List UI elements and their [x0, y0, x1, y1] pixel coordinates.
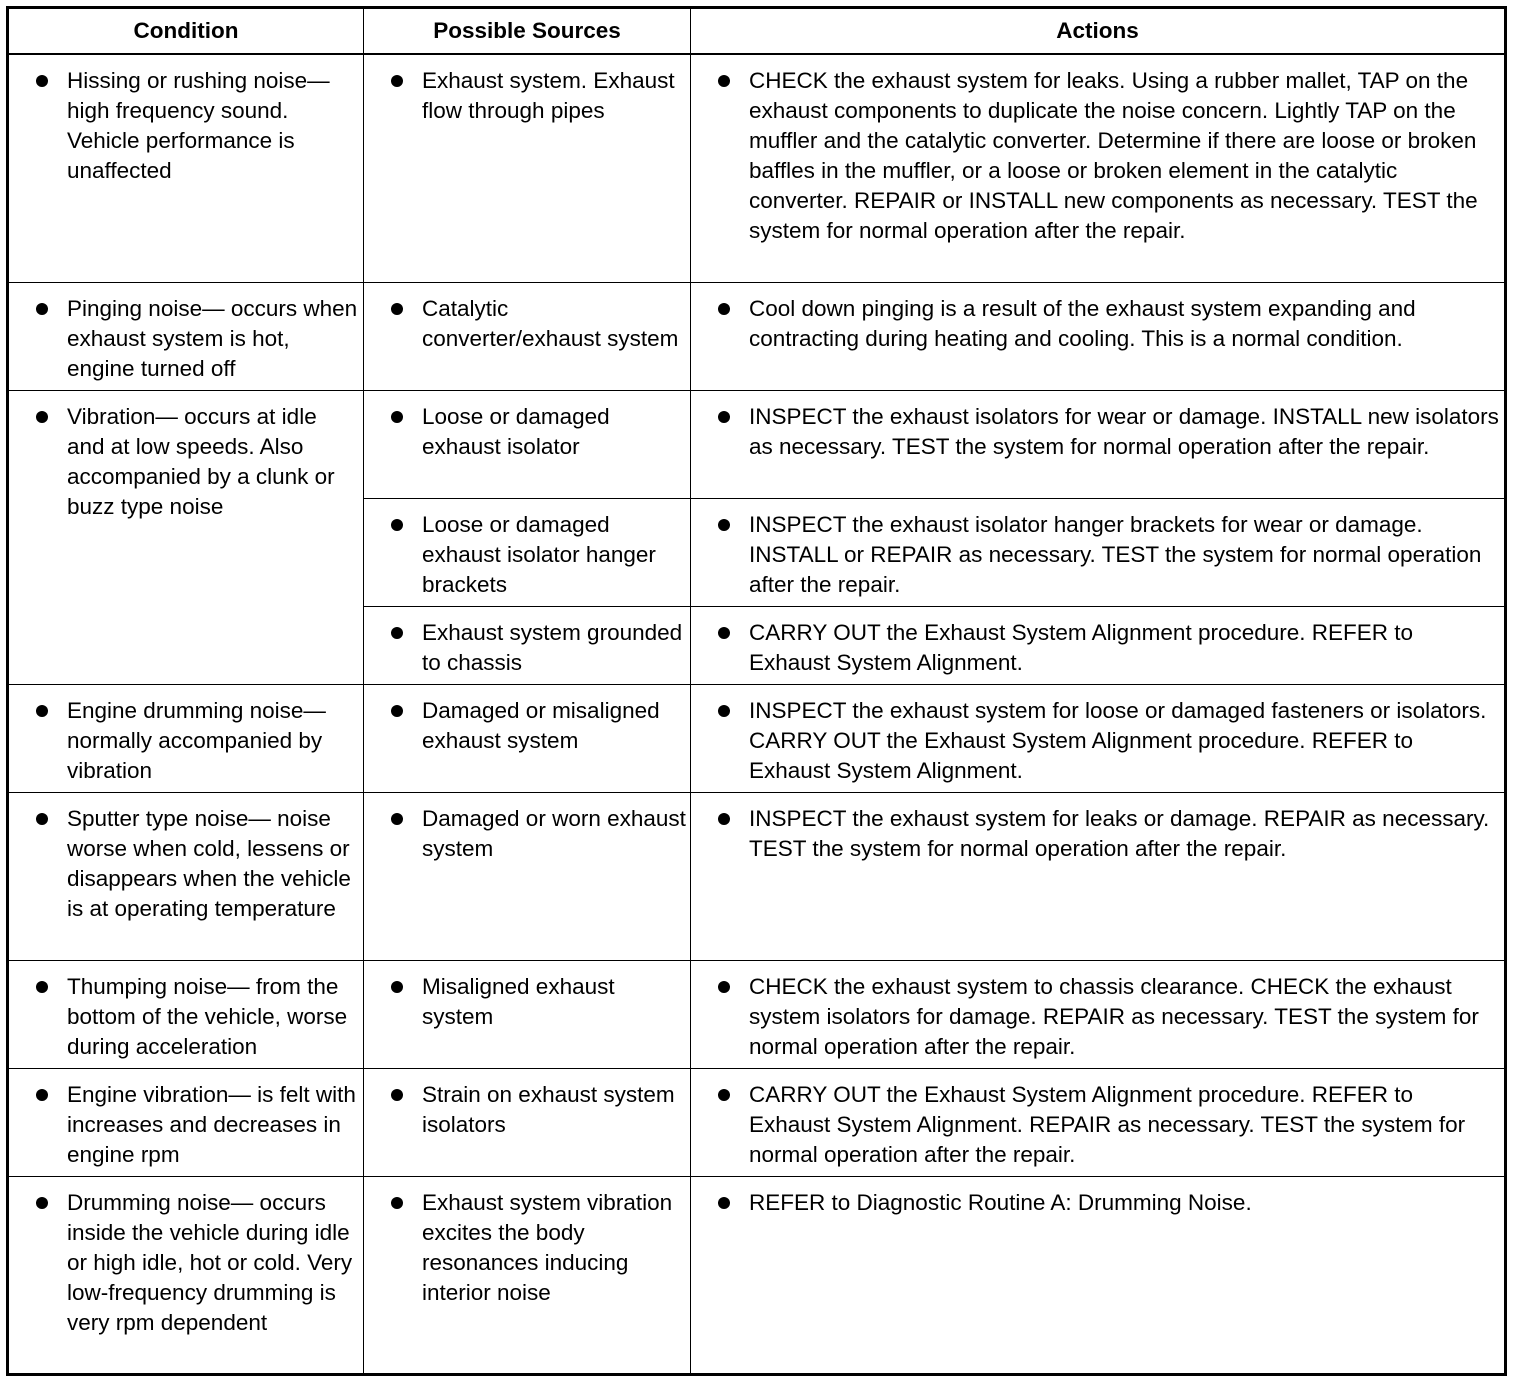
source-cell — [364, 1068, 691, 1176]
bullet-icon — [36, 303, 48, 315]
action-cell — [691, 390, 1506, 498]
source-cell — [364, 684, 691, 792]
bullet-icon — [391, 75, 403, 87]
action-cell — [691, 960, 1506, 1068]
action-text: CHECK the exhaust system to chassis clearance. CHECK the exhaust system isolators for damage. REPAIR as necessary. TEST the system for normal operation after the repair. — [749, 973, 1479, 1059]
condition-item — [9, 66, 359, 186]
bullet-icon — [391, 813, 403, 825]
source-cell — [364, 282, 691, 390]
action-item — [691, 66, 1500, 246]
bullet-icon — [718, 303, 730, 315]
action-item — [691, 972, 1500, 1062]
source-item — [364, 1080, 686, 1140]
action-cell — [691, 606, 1506, 684]
bullet-icon — [718, 1089, 730, 1101]
source-text: Damaged or worn exhaust system — [422, 805, 686, 861]
bullet-icon — [36, 981, 48, 993]
source-text: Loose or damaged exhaust isolator — [422, 403, 610, 459]
condition-cell — [8, 792, 364, 960]
condition-cell — [8, 390, 364, 684]
action-cell — [691, 54, 1506, 282]
source-cell — [364, 498, 691, 606]
header-condition: Condition — [8, 8, 364, 55]
source-text: Damaged or misaligned exhaust system — [422, 697, 660, 753]
action-item — [691, 294, 1500, 354]
bullet-icon — [36, 705, 48, 717]
bullet-icon — [718, 627, 730, 639]
action-text: INSPECT the exhaust isolator hanger brackets for wear or damage. INSTALL or REPAIR as necessary. TEST the system for normal operation after the repair. — [749, 511, 1482, 597]
bullet-icon — [718, 705, 730, 717]
source-cell — [364, 792, 691, 960]
diagnosis-table — [6, 6, 1507, 1376]
source-cell — [364, 54, 691, 282]
condition-cell — [8, 54, 364, 282]
action-text: REFER to Diagnostic Routine A: Drumming Noise. — [749, 1189, 1252, 1215]
source-item — [364, 696, 686, 756]
action-text: CHECK the exhaust system for leaks. Using a rubber mallet, TAP on the exhaust components to duplicate the noise concern. Lightly TAP on the muffler and the catalytic converter. Determine if there are loose or broken baffles in the muffler, or a loose or broken element in the catalytic converter. REPAIR or INSTALL new components as necessary. TEST the system for normal operation after the repair. — [749, 68, 1478, 243]
condition-text: Hissing or rushing noise— high frequency sound. Vehicle performance is unaffected — [67, 68, 330, 183]
table-row — [8, 282, 1506, 390]
source-item — [364, 294, 686, 354]
source-item — [364, 510, 686, 600]
bullet-icon — [36, 1089, 48, 1101]
table-row — [8, 1068, 1506, 1176]
source-cell — [364, 1176, 691, 1374]
action-cell — [691, 282, 1506, 390]
source-item — [364, 402, 686, 462]
condition-text: Engine vibration— is felt with increases and decreases in engine rpm — [67, 1081, 356, 1167]
action-cell — [691, 498, 1506, 606]
source-text: Exhaust system vibration excites the body resonances inducing interior noise — [422, 1189, 673, 1305]
bullet-icon — [391, 411, 403, 423]
bullet-icon — [391, 981, 403, 993]
source-text: Exhaust system. Exhaust flow through pipes — [422, 68, 675, 123]
condition-item — [9, 402, 359, 522]
action-item — [691, 1188, 1500, 1218]
source-cell — [364, 960, 691, 1068]
condition-item — [9, 294, 359, 384]
action-text: INSPECT the exhaust system for loose or damaged fasteners or isolators. CARRY OUT the Exhaust System Alignment procedure. REFER to Exhaust System Alignment. — [749, 697, 1487, 783]
bullet-icon — [718, 1197, 730, 1209]
header-actions: Actions — [691, 8, 1506, 55]
table-row — [8, 1176, 1506, 1374]
condition-text: Vibration— occurs at idle and at low speeds. Also accompanied by a clunk or buzz type noise — [67, 403, 335, 519]
bullet-icon — [391, 627, 403, 639]
source-text: Loose or damaged exhaust isolator hanger brackets — [422, 511, 656, 597]
action-text: CARRY OUT the Exhaust System Alignment procedure. REFER to Exhaust System Alignment. — [749, 619, 1414, 675]
bullet-icon — [36, 75, 48, 87]
bullet-icon — [718, 411, 730, 423]
condition-cell — [8, 1176, 364, 1374]
bullet-icon — [391, 303, 403, 315]
table-row — [8, 960, 1506, 1068]
action-item — [691, 804, 1500, 864]
bullet-icon — [391, 1197, 403, 1209]
action-text: Cool down pinging is a result of the exhaust system expanding and contracting during heating and cooling. This is a normal condition. — [749, 295, 1416, 351]
bullet-icon — [718, 75, 730, 87]
bullet-icon — [36, 1197, 48, 1209]
source-text: Misaligned exhaust system — [422, 973, 615, 1029]
header-row — [8, 8, 1506, 55]
source-item — [364, 618, 686, 678]
bullet-icon — [36, 813, 48, 825]
table-body — [8, 54, 1506, 1374]
condition-text: Thumping noise— from the bottom of the vehicle, worse during acceleration — [67, 973, 348, 1059]
action-item — [691, 696, 1500, 786]
action-cell — [691, 792, 1506, 960]
condition-text: Engine drumming noise— normally accompanied by vibration — [67, 697, 326, 783]
source-item — [364, 804, 686, 864]
table-row — [8, 792, 1506, 960]
action-text: CARRY OUT the Exhaust System Alignment procedure. REFER to Exhaust System Alignment. REPAIR as necessary. TEST the system for normal operation after the repair. — [749, 1081, 1466, 1167]
source-text: Exhaust system grounded to chassis — [422, 619, 683, 675]
condition-text: Pinging noise— occurs when exhaust system is hot, engine turned off — [67, 295, 358, 381]
action-item — [691, 402, 1500, 462]
bullet-icon — [718, 813, 730, 825]
condition-cell — [8, 1068, 364, 1176]
source-text: Catalytic converter/exhaust system — [422, 295, 679, 351]
action-cell — [691, 684, 1506, 792]
source-cell — [364, 606, 691, 684]
header-possible-sources: Possible Sources — [364, 8, 691, 55]
condition-cell — [8, 684, 364, 792]
bullet-icon — [36, 411, 48, 423]
table-row — [8, 390, 1506, 498]
condition-item — [9, 1080, 359, 1170]
action-item — [691, 618, 1500, 678]
action-cell — [691, 1176, 1506, 1374]
condition-cell — [8, 960, 364, 1068]
condition-text: Sputter type noise— noise worse when cold, lessens or disappears when the vehicle is at operating temperature — [67, 805, 351, 921]
source-text: Strain on exhaust system isolators — [422, 1081, 675, 1137]
source-item — [364, 972, 686, 1032]
condition-text: Drumming noise— occurs inside the vehicle during idle or high idle, hot or cold. Very low-frequency drumming is very rpm dependent — [67, 1189, 353, 1335]
source-item — [364, 1188, 686, 1308]
condition-item — [9, 1188, 359, 1338]
bullet-icon — [391, 1089, 403, 1101]
action-item — [691, 510, 1500, 600]
condition-item — [9, 972, 359, 1062]
bullet-icon — [718, 519, 730, 531]
action-item — [691, 1080, 1500, 1170]
condition-cell — [8, 282, 364, 390]
bullet-icon — [391, 519, 403, 531]
table-row — [8, 54, 1506, 282]
action-text: INSPECT the exhaust system for leaks or damage. REPAIR as necessary. TEST the system for normal operation after the repair. — [749, 805, 1490, 861]
condition-item — [9, 804, 359, 924]
bullet-icon — [391, 705, 403, 717]
table-row — [8, 684, 1506, 792]
bullet-icon — [718, 981, 730, 993]
action-cell — [691, 1068, 1506, 1176]
action-text: INSPECT the exhaust isolators for wear or damage. INSTALL new isolators as necessary. TEST the system for normal operation after the repair. — [749, 403, 1499, 459]
source-cell — [364, 390, 691, 498]
source-item — [364, 66, 686, 126]
condition-item — [9, 696, 359, 786]
